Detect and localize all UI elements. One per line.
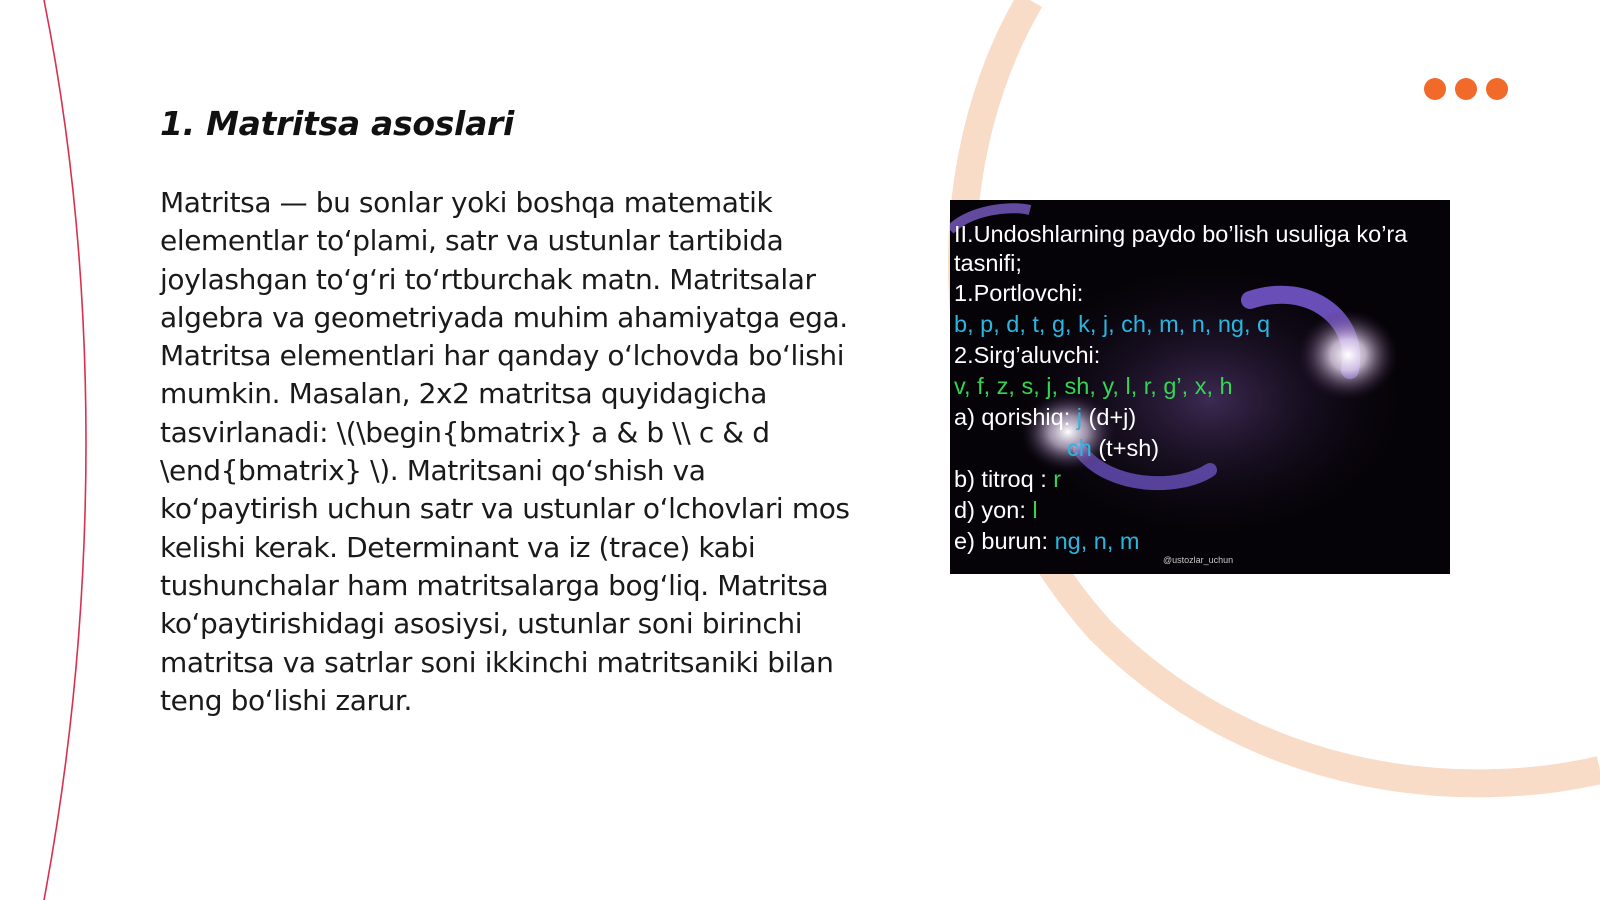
- embedded-image: [950, 200, 1450, 574]
- image-titroq-row: [954, 464, 1444, 495]
- image-sirgaluvchi-items: v, f, z, s, j, sh, y, l, r, g’, x, h: [954, 373, 1233, 399]
- image-text-block: [954, 220, 1444, 557]
- image-section-portlovchi: 1.Portlovchi:: [954, 280, 1084, 306]
- image-watermark: @ustozlar_uchun: [1163, 555, 1234, 565]
- qorishiq-note-1: (d+j): [1088, 404, 1137, 430]
- image-qorishiq-row: [954, 402, 1444, 433]
- image-qorishiq-row-2: [954, 433, 1444, 464]
- qorishiq-value-2: ch: [1067, 435, 1092, 461]
- titroq-label: b) titroq :: [954, 466, 1047, 492]
- qorishiq-label: a) qorishiq:: [954, 404, 1071, 430]
- qorishiq-note-2: (t+sh): [1098, 435, 1160, 461]
- dot-icon: [1424, 78, 1446, 100]
- slide-body-text: Matritsa — bu sonlar yoki boshqa matematik elementlar to‘plami, satr va ustunlar tartibida joylashgan to‘g‘ri to‘rtburchak matn. Matritsalar algebra va geometriyada muhim ahamiyatga ega. Matritsa elementlari har qanday o‘lchovda bo‘lishi mumkin. Masalan, 2x2 matritsa quyidagicha tasvirlanadi: \(\begin{bmatrix} a & b \\ c & d \end{bmatrix} \). Matritsani qo‘shish va ko‘paytirish uchun satr va ustunlar o‘lchovlari mos kelishi kerak. Determinant va iz (trace) kabi tushunchalar ham matritsalarga bog‘liq. Matritsa ko‘paytirishidagi asosiysi, ustunlar soni birinchi matritsa va satrlar soni ikkinchi matritsaniki bilan teng bo‘lishi zarur.: [160, 186, 850, 717]
- dot-icon: [1455, 78, 1477, 100]
- qorishiq-value-1: j: [1076, 404, 1083, 430]
- yon-label: d) yon:: [954, 497, 1026, 523]
- yon-value: l: [1032, 497, 1038, 523]
- image-portlovchi-items: b, p, d, t, g, k, j, ch, m, n, ng, q: [954, 311, 1271, 337]
- image-heading: II.Undoshlarning paydo bo’lish usuliga ko’ra tasnifi;: [954, 221, 1408, 276]
- image-yon-row: [954, 495, 1444, 526]
- dot-icon: [1486, 78, 1508, 100]
- burun-label: e) burun:: [954, 528, 1049, 554]
- image-burun-row: [954, 526, 1444, 557]
- image-section-sirgaluvchi: 2.Sirg’aluvchi:: [954, 342, 1101, 368]
- slide-title: 1. Matritsa asoslari: [160, 104, 515, 143]
- left-red-curve: [44, 0, 86, 900]
- ellipsis-dots: [1424, 78, 1508, 100]
- titroq-value: r: [1053, 466, 1062, 492]
- burun-value: ng, n, m: [1054, 528, 1140, 554]
